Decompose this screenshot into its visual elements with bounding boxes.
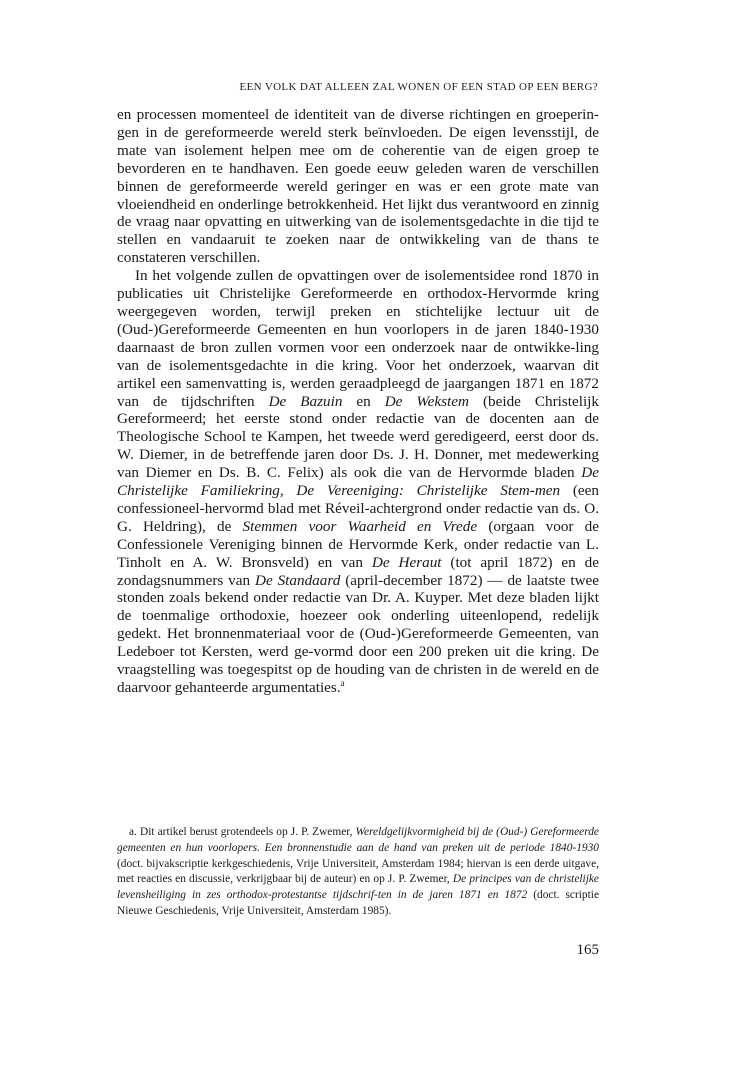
journal-title-de-heraut: De Heraut <box>371 553 442 571</box>
footnote-title-2: De principes van de christelijke levensheiliging in zes orthodox-protestantse tijdschrif-ten in de jaren 1871 en 1872 <box>117 873 599 902</box>
footnote-text-1: Dit artikel berust grotendeels op J. P. Zwemer, <box>136 826 356 838</box>
journal-title-familiekring: De Christelijke Familiekring, De Vereeniging: Christelijke Stem-men <box>117 464 599 500</box>
page-number: 165 <box>576 942 599 958</box>
paragraph-2 <box>117 267 599 697</box>
paragraph-1: en processen momenteel de identiteit van de diverse richtingen en groeperin-gen in de gereformeerde wereld sterk beïnvloeden. De eigen levensstijl, de mate van isolement helpen mee om de coherentie van de eigen groep te bevorderen en te handhaven. Een goede eeuw geleden waren de verschillen binnen de gereformeerde wereld geringer en was er een grote mate van vloeiendheid en onderlinge betrokkenheid. Het lijkt dus verantwoord en zinnig de vraag naar opvatting en uitwerking van de isolementsgedachte in die tijd te stellen en vandaaruit te zoeken naar de ontwikkeling van de thans te constateren verschillen. <box>117 106 599 267</box>
footnote-text <box>117 825 599 920</box>
journal-title-de-bazuin: De Bazuin <box>268 392 343 410</box>
footnote-text-2: (doct. bijvakscriptie kerkgeschiedenis, Vrije Universiteit, Amsterdam 1984; hiervan is een derde uitgave, met reacties en discussie, verkrijgbaar bij de auteur) en op J. P. Zwemer, <box>117 857 599 886</box>
footnote-marker: a <box>340 677 345 688</box>
footnote <box>117 825 599 920</box>
journal-title-de-standaard: De Standaard <box>255 571 341 589</box>
journal-title-stemmen: Stemmen voor Waarheid en Vrede <box>242 517 478 535</box>
footnote-label: a. <box>129 826 137 838</box>
footnote-text-3: (doct. scriptie Nieuwe Geschiedenis, Vrije Universiteit, Amsterdam 1985). <box>117 889 599 917</box>
footnote-title-1: Wereldgelijkvormigheid bij de (Oud-) Gereformeerde gemeenten en hun voorlopers. Een bronnenstudie aan de hand van preken uit de periode 1840-1930 <box>117 826 599 854</box>
journal-title-de-wekstem: De Wekstem <box>384 392 469 410</box>
paragraph-2-text-1: In het volgende zullen de opvattingen over de isolementsidee rond 1870 in publicaties uit Christelijke Gereformeerde en orthodox-Hervormde kring weergegeven worden, terwijl preken en stichtelijke lectuur uit de (Oud-)Gereformeerde Gemeenten en hun voorlopers in de jaren 1840-1930 daarnaast de bron zullen vormen voor een onderzoek naar de ontwikke-ling van de isolementsgedachte in die kring. Voor het onderzoek, waarvan dit artikel een samenvatting is, werden geraadpleegd de jaargangen 1871 en 1872 van de tijdschriften <box>117 267 599 410</box>
paragraph-2-text-3: (beide Christelijk Gereformeerd; het eerste stond onder redactie van de docenten aan de Theologische School te Kampen, het tweede werd geredigeerd, eerst door ds. W. Diemer, in de betreffende jaren door Ds. J. H. Donner, met medewerking van Diemer en Ds. B. C. Felix) als ook die van de Hervormde bladen <box>117 392 599 482</box>
running-head: EEN VOLK DAT ALLEEN ZAL WONEN OF EEN STAD OP EEN BERG? <box>239 81 598 93</box>
paragraph-2-text-6: (tot april 1872) en de zondagsnummers van <box>117 553 599 589</box>
body-text <box>117 106 599 697</box>
paragraph-2-text-5: (orgaan voor de Confessionele Vereniging binnen de Hervormde Kerk, onder redactie van L. Tinholt en A. W. Bronsveld) en van <box>117 517 600 571</box>
paragraph-2-text-2: en <box>342 392 385 410</box>
paragraph-2-text-4: (een confessioneel-hervormd blad met Réveil-achtergrond onder redactie van ds. O. G. Heldring), de <box>117 482 599 535</box>
paragraph-2-text-7: (april-december 1872) — de laatste twee stonden zoals bekend onder redactie van Dr. A. Kuyper. Met deze bladen lijkt de toenmalige orthodoxie, hoezeer ook onderling uiteenlopend, redelijk gedekt. Het bronnenmateriaal voor de (Oud-)Gereformeerde Gemeenten, van Ledeboer tot Kersten, werd ge-vormd door een 200 preken uit die kring. De vraagstelling was toegespitst op de houding van de christen in de wereld en de daarvoor gehanteerde argumentaties. <box>117 571 600 696</box>
